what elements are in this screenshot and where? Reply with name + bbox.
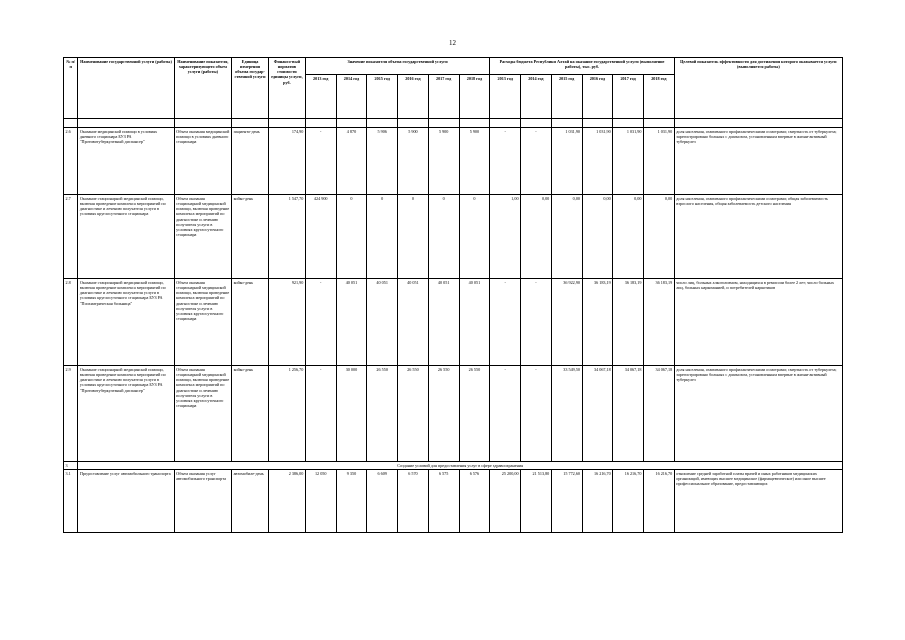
volume-cell: 5 900 [428,128,459,195]
volume-cell: - [305,366,336,462]
budget-cell: 34 067,18 [613,366,644,462]
budget-cell: 1,00 [490,195,521,279]
table-row [64,128,843,195]
header-budget-year: 2014 год [521,75,552,119]
volume-cell: 0 [367,195,398,279]
volume-cell: 40 051 [428,279,459,366]
budget-cell: 16 216,70 [582,470,613,533]
header-spacer-row [64,119,843,128]
header-budget-year: 2018 год [643,75,674,119]
row-number: 2.9 [64,366,78,462]
volume-cell: 12 050 [305,470,336,533]
header-volume-year: 2018 год [459,75,490,119]
table-row [64,470,843,533]
budget-cell: - [490,279,521,366]
budget-cell: 36 183,19 [643,279,674,366]
table-row [64,195,843,279]
volume-cell: 5 900 [459,128,490,195]
section-row [64,462,843,470]
page-number: 12 [449,39,456,47]
services-table [63,57,843,533]
target-indicator: отношение средней заработной платы врачей и иных работников медицинских организаций, имеющих высшее медицинское (фармацевтическое) или иное высшее профессиональное образование, предоставляющих [674,470,842,533]
volume-cell: 26 550 [367,366,398,462]
volume-cell: 40 051 [459,279,490,366]
volume-cell: 0 [336,195,367,279]
budget-cell: 0,00 [551,195,582,279]
indicator: Объем оказания стационарной медицинской помощи, включая проведение комплекса мероприятий по диагностике и лечению получателя услуги в условиях круглосуточного стационара [174,195,231,279]
service-name: Оказание стационарной медицинской помощи, включая проведение комплекса мероприятий по диагностике и лечению получателя услуги в условиях круглосуточного стационара БУЗ РА "Противотуберкулезный диспансер" [78,366,174,462]
volume-cell: - [305,279,336,366]
header-service-name: Наименование государственной услуги (работы) [78,58,174,119]
volume-cell: 424 900 [305,195,336,279]
budget-cell: 33 549,50 [551,366,582,462]
target-indicator: доля населения, охваченного профилактическими осмотрами; смертность от туберкулеза; зарегистрировано больных с диагнозом, установленным впервые в жизни-активный туберкулез [674,128,842,195]
volume-cell: - [305,128,336,195]
cost: 921,90 [268,279,305,366]
header-volume-group: Значение показателя объема государственной услуги [305,58,489,75]
budget-cell: 1 031,90 [613,128,644,195]
volume-cell: 0 [398,195,429,279]
volume-cell: 26 550 [398,366,429,462]
header-budget-year: 2015 год [551,75,582,119]
unit: койко-день [232,279,269,366]
indicator: Объем оказания стационарной медицинской помощи, включая проведение комплекса мероприятий по диагностике и лечению получателя услуги в условиях круглосуточного стационара [174,366,231,462]
indicator: Объем оказания услуг автомобильного транспорта [174,470,231,533]
header-row-1 [64,58,843,75]
budget-cell: 0,00 [643,195,674,279]
budget-cell: - [521,366,552,462]
budget-cell: - [490,128,521,195]
header-indicator: Наименование показателя, характеризующего объем услуги (работы) [174,58,231,119]
section-title: Создание условий для предоставления услуг в сфере здравоохранения [78,462,843,470]
volume-cell: 6 609 [367,470,398,533]
row-number: 2.8 [64,279,78,366]
header-volume-year: 2016 год [398,75,429,119]
indicator: Объем оказания медицинской помощи в условиях дневного стационара [174,128,231,195]
service-name: Предоставление услуг автомобильного транспорта [78,470,174,533]
volume-cell: 6 576 [459,470,490,533]
unit: койко-день [232,195,269,279]
target-indicator: число лиц, больных алкоголизмом, находящихся в ремиссии более 2 лет; число больных лиц, больных наркоманией, и потребителей наркотиков [674,279,842,366]
volume-cell: 4 870 [336,128,367,195]
header-target: Целевой показатель эффективности для достижения которого оказывается услуги (выполняется работы) [674,58,842,119]
target-indicator: доля населения, охваченного профилактическими осмотрами; смертность от туберкулеза; зарегистрировано больных с диагнозом, установленным впервые в жизни-активный туберкулез [674,366,842,462]
header-budget-group: Расходы бюджета Республики Алтай на оказание государственной услуги (выполнение работы), тыс. руб. [490,58,674,75]
budget-cell: 0,00 [613,195,644,279]
header-unit: Единица измерения объема государ-ственной услуги [232,58,269,119]
budget-cell: 1 031,90 [582,128,613,195]
header-volume-year: 2017 год [428,75,459,119]
volume-cell: 40 051 [336,279,367,366]
budget-cell: 1 031,90 [643,128,674,195]
header-volume-year: 2013 год [305,75,336,119]
cost: 1 547,70 [268,195,305,279]
budget-cell: 25 200,00 [490,470,521,533]
service-name: Оказание стационарной медицинской помощи, включая проведение комплекса мероприятий по диагностике и лечению получателя услуги в условиях круглосуточного стационара [78,195,174,279]
volume-cell: 30 000 [336,366,367,462]
budget-cell: 0,00 [521,195,552,279]
section-number: 3 [64,462,78,470]
volume-cell: 6 575 [428,470,459,533]
volume-cell: 0 [428,195,459,279]
budget-cell: - [521,279,552,366]
budget-cell: 34 067,18 [643,366,674,462]
volume-cell: 5 906 [367,128,398,195]
header-volume-year: 2014 год [336,75,367,119]
budget-cell: 34 067,18 [582,366,613,462]
indicator: Объем оказания стационарной медицинской помощи, включая проведение комплекса мероприятий по диагностике и лечению получателя услуги в условиях круглосуточного стационара [174,279,231,366]
header-budget-year: 2016 год [582,75,613,119]
unit: пациенто-день [232,128,269,195]
cost: 1 256,70 [268,366,305,462]
header-budget-year: 2017 год [613,75,644,119]
budget-cell: 1 031,90 [551,128,582,195]
cost: 2 386,00 [268,470,305,533]
budget-cell: 21 513,80 [521,470,552,533]
budget-cell: 16 216,70 [643,470,674,533]
table-row [64,279,843,366]
budget-cell: 15 772,60 [551,470,582,533]
target-indicator: доля населения, охваченного профилактическими осмотрами; общая заболеваемость взрослого населения, общая заболеваемость детского населения [674,195,842,279]
budget-cell: 0,00 [582,195,613,279]
budget-cell: - [521,128,552,195]
volume-cell: 6 570 [398,470,429,533]
row-number: 2.6 [64,128,78,195]
row-number: 2.7 [64,195,78,279]
unit: автомобиле-день [232,470,269,533]
volume-cell: 9 350 [336,470,367,533]
volume-cell: 0 [459,195,490,279]
volume-cell: 5 900 [398,128,429,195]
unit: койко-день [232,366,269,462]
budget-cell: 16 216,70 [613,470,644,533]
header-volume-year: 2015 год [367,75,398,119]
cost: 174,90 [268,128,305,195]
budget-cell: 36 183,19 [613,279,644,366]
volume-cell: 26 550 [459,366,490,462]
budget-cell: - [490,366,521,462]
header-budget-year: 2013 год [490,75,521,119]
header-no: № п/п [64,58,78,119]
budget-cell: 36 922,90 [551,279,582,366]
volume-cell: 26 550 [428,366,459,462]
row-number: 3.1 [64,470,78,533]
volume-cell: 40 051 [398,279,429,366]
service-name: Оказание медицинской помощи в условиях дневного стационара БУЗ РА "Противотуберкулезный диспансер" [78,128,174,195]
service-name: Оказание стационарной медицинской помощи, включая проведение комплекса мероприятий по диагностике и лечению получателя услуги в условиях круглосуточного стационара БУЗ РА "Психиатрическая больница" [78,279,174,366]
volume-cell: 40 051 [367,279,398,366]
table-row [64,366,843,462]
header-cost: Финансо-вый норматив стоимости единицы услуги, руб. [268,58,305,119]
budget-cell: 36 183,19 [582,279,613,366]
